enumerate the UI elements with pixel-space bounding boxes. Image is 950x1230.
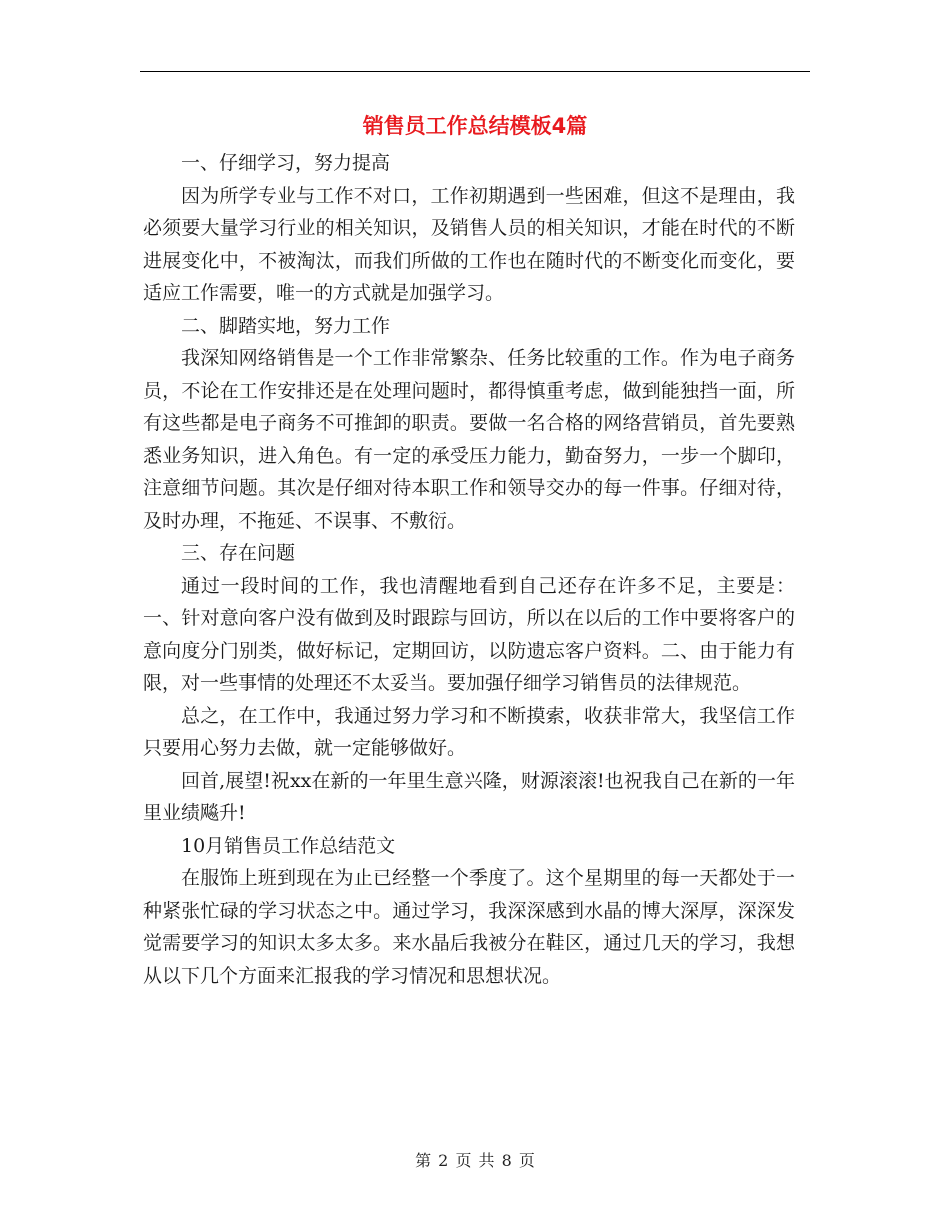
document-body	[143, 147, 795, 992]
subsection-title: 10月销售员工作总结范文	[181, 834, 396, 857]
paragraph: 通过一段时间的工作，我也清醒地看到自己还存在许多不足，主要是：一、针对意向客户没有做到及时跟踪与回访，所以在以后的工作中要将客户的意向度分门别类，做好标记，定期回访，以防遗忘客户资料。二、由于能力有限，对一些事情的处理还不太妥当。要加强仔细学习销售员的法律规范。	[143, 574, 795, 694]
section-heading-1: 一、仔细学习，努力提高	[181, 152, 391, 174]
paragraph: 因为所学专业与工作不对口，工作初期遇到一些困难，但这不是理由，我必须要大量学习行业的相关知识，及销售人员的相关知识，才能在时代的不断进展变化中，不被淘汰，而我们所做的工作也在随时代的不断变化而变化，要适应工作需要，唯一的方式就是加强学习。	[143, 184, 795, 304]
page-number: 第 2 页 共 8 页	[415, 1151, 535, 1170]
paragraph: 回首,展望!祝xx在新的一年里生意兴隆，财源滚滚!也祝我自己在新的一年里业绩飚升!	[143, 769, 795, 824]
paragraph: 总之，在工作中，我通过努力学习和不断摸索，收获非常大，我坚信工作只要用心努力去做，就一定能够做好。	[143, 704, 795, 759]
header-rule	[140, 71, 810, 72]
document-title: 销售员工作总结模板4篇	[362, 114, 588, 138]
paragraph: 在服饰上班到现在为止已经整一个季度了。这个星期里的每一天都处于一种紧张忙碌的学习状态之中。通过学习，我深深感到水晶的博大深厚，深深发觉需要学习的知识太多太多。来水晶后我被分在鞋区，通过几天的学习，我想从以下几个方面来汇报我的学习情况和思想状况。	[143, 867, 795, 987]
section-heading-2: 二、脚踏实地，努力工作	[181, 314, 391, 337]
paragraph: 我深知网络销售是一个工作非常繁杂、任务比较重的工作。作为电子商务员，不论在工作安排还是在处理问题时，都得慎重考虑，做到能独挡一面，所有这些都是电子商务不可推卸的职责。要做一名合格的网络营销员，首先要熟悉业务知识，进入角色。有一定的承受压力能力，勤奋努力，一步一个脚印，注意细节问题。其次是仔细对待本职工作和领导交办的每一件事。仔细对待，及时办理，不拖延、不误事、不敷衍。	[143, 347, 795, 532]
section-heading-3: 三、存在问题	[181, 542, 296, 564]
